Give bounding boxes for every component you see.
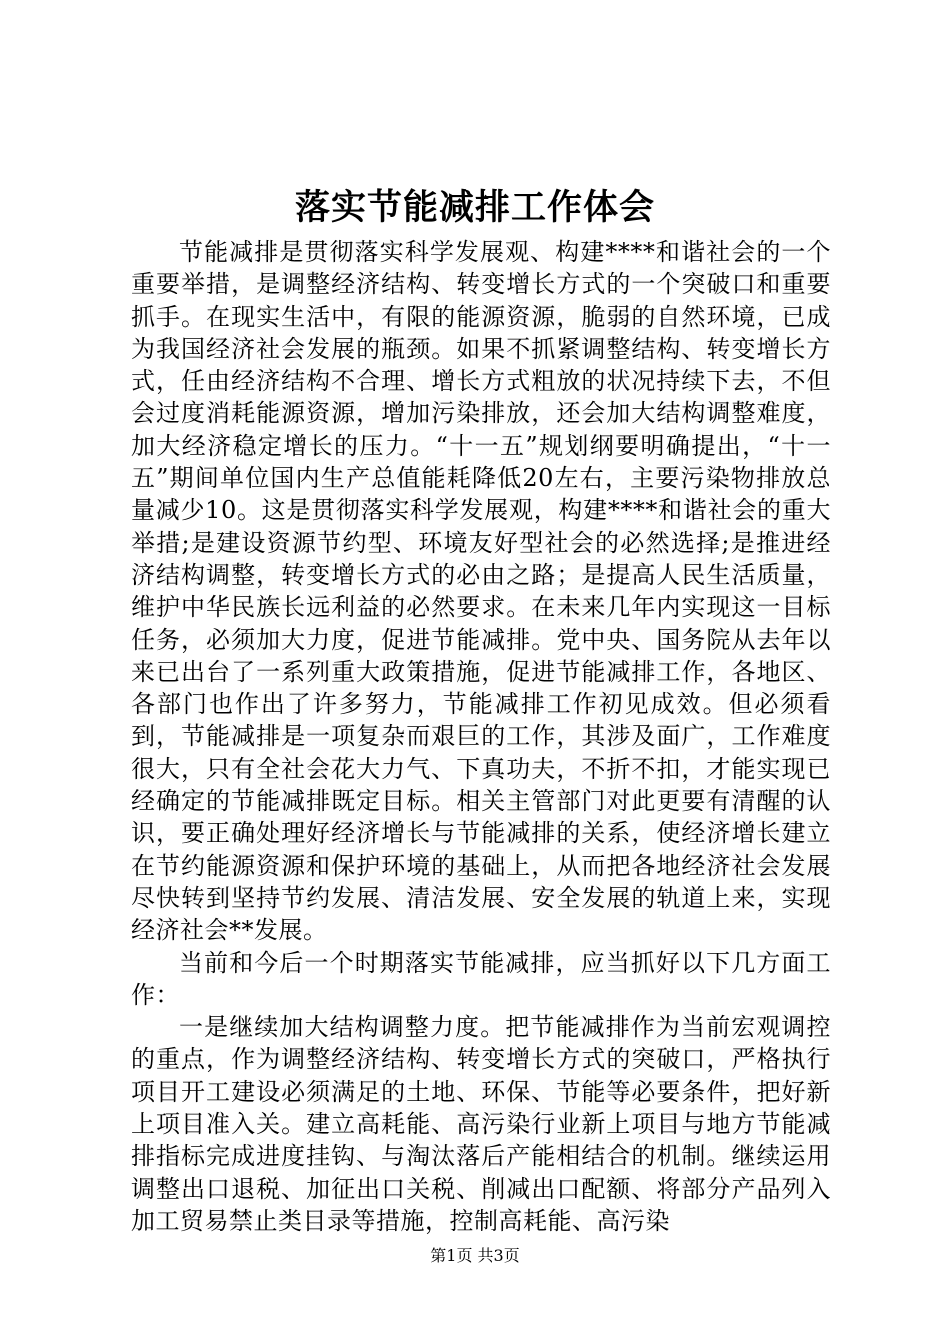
- paragraph-3: 一是继续加大结构调整力度。把节能减排作为当前宏观调控的重点，作为调整经济结构、转变增长方式的突破口，严格执行项目开工建设必须满足的土地、环保、节能等必要条件，把好新上项目准入关。建立高耗能、高污染行业新上项目与地方节能减排指标完成进度挂钩、与淘汰落后产能相结合的机制。继续运用调整出口退税、加征出口关税、削减出口配额、将部分产品列入加工贸易禁止类目录等措施，控制高耗能、高污染: [131, 1013, 831, 1235]
- paragraph-2: 当前和今后一个时期落实节能减排，应当抓好以下几方面工作：: [131, 948, 831, 1009]
- paragraph-1: 节能减排是贯彻落实科学发展观、构建****和谐社会的一个重要举措，是调整经济结构、转变增长方式的一个突破口和重要抓手。在现实生活中，有限的能源资源，脆弱的自然环境，已成为我国经济社会发展的瓶颈。如果不抓紧调整结构、转变增长方式，任由经济结构不合理、增长方式粗放的状况持续下去，不但会过度消耗能源资源，增加污染排放，还会加大结构调整难度，加大经济稳定增长的压力。“十一五”规划纲要明确提出，“十一五”期间单位国内生产总值能耗降低20左右，主要污染物排放总量减少10。这是贯彻落实科学发展观，构建****和谐社会的重大举措;是建设资源节约型、环境友好型社会的必然选择;是推进经济结构调整，转变增长方式的必由之路；是提高人民生活质量，维护中华民族长远利益的必然要求。在未来几年内实现这一目标任务，必须加大力度，促进节能减排。党中央、国务院从去年以来已出台了一系列重大政策措施，促进节能减排工作，各地区、各部门也作出了许多努力，节能减排工作初见成效。但必须看到，节能减排是一项复杂而艰巨的工作，其涉及面广，工作难度很大，只有全社会花大力气、下真功夫，不折不扣，才能实现已经确定的节能减排既定目标。相关主管部门对此更要有清醒的认识，要正确处理好经济增长与节能减排的关系，使经济增长建立在节约能源资源和保护环境的基础上，从而把各地经济社会发展尽快转到坚持节约发展、清洁发展、安全发展的轨道上来，实现经济社会**发展。: [131, 238, 831, 945]
- page-footer: 第1页 共3页: [430, 1246, 520, 1265]
- document-title: 落实节能减排工作体会: [294, 187, 655, 228]
- document-body: [131, 236, 831, 1237]
